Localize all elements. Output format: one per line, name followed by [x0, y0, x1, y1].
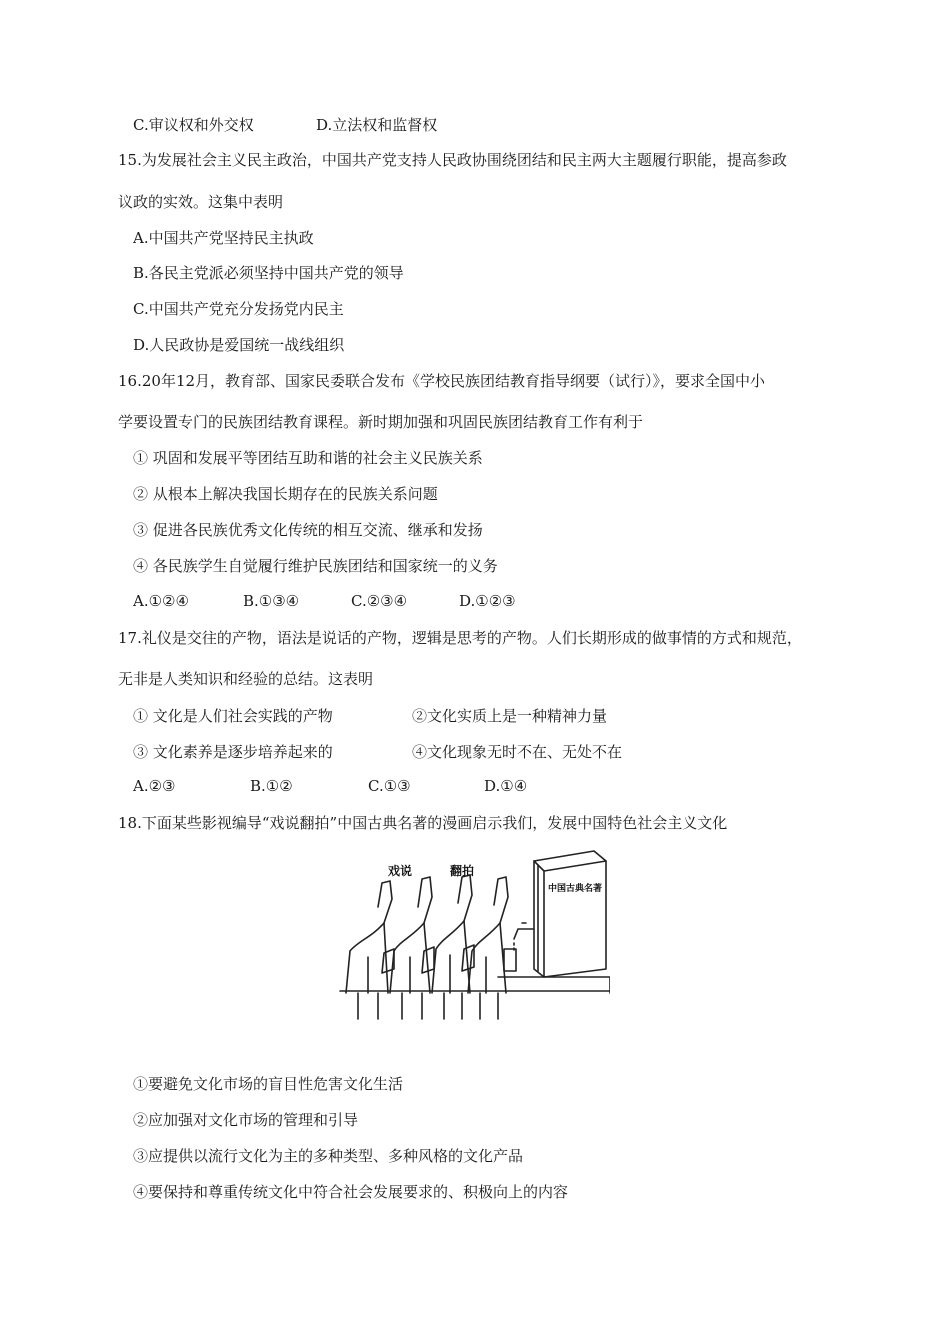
q16-stem-line2: 学要设置专门的民族团结教育课程。新时期加强和巩固民族团结教育工作有利于 [118, 413, 644, 431]
q17-item-3: ③ 文化素养是逐步培养起来的 [133, 743, 333, 761]
q17-item-1: ① 文化是人们社会实践的产物 [133, 707, 333, 725]
q16-item-3: ③ 促进各民族优秀文化传统的相互交流、继承和发扬 [133, 521, 483, 539]
q17-option-c: C.①③ [368, 777, 411, 795]
q16-item-4: ④ 各民族学生自觉履行维护民族团结和国家统一的义务 [133, 557, 498, 575]
q15-option-a: A.中国共产党坚持民主执政 [133, 229, 314, 247]
q15-option-c: C.中国共产党充分发扬党内民主 [133, 300, 344, 318]
q18-item-1: ①要避免文化市场的盲目性危害文化生活 [133, 1075, 404, 1093]
q18-item-2: ②应加强对文化市场的管理和引导 [133, 1111, 359, 1129]
q16-stem-line1: 16.20年12月，教育部、国家民委联合发布《学校民族团结教育指导纲要（试行）》，要求全国中小 [118, 372, 766, 390]
q16-option-b: B.①③④ [243, 592, 300, 610]
q15-stem-line1: 15.为发展社会主义民主政治，中国共产党支持人民政协围绕团结和民主两大主题履行职能，提高参政 [118, 151, 787, 169]
q16-item-2: ② 从根本上解决我国长期存在的民族关系问题 [133, 485, 438, 503]
q17-item-2: ②文化实质上是一种精神力量 [412, 707, 608, 725]
q17-stem-line1: 17.礼仪是交往的产物，语法是说话的产物，逻辑是思考的产物。人们长期形成的做事情的方式和规范， [118, 629, 802, 647]
q17-stem-line2: 无非是人类知识和经验的总结。这表明 [118, 670, 374, 688]
q17-option-a: A.②③ [133, 777, 176, 795]
q16-item-1: ① 巩固和发展平等团结互助和谐的社会主义民族关系 [133, 449, 483, 467]
q17-item-4: ④文化现象无时不在、无处不在 [412, 743, 623, 761]
q14-option-c: C.审议权和外交权 [133, 116, 254, 134]
q15-option-d: D.人民政协是爱国统一战线组织 [133, 336, 345, 354]
q15-option-b: B.各民主党派必须坚持中国共产党的领导 [133, 264, 404, 282]
cartoon-book-title: 中国古典名著 [548, 884, 603, 894]
q16-option-d: D.①②③ [459, 592, 516, 610]
q16-option-c: C.②③④ [351, 592, 408, 610]
cartoon-label-xishuo: 戏说 [388, 864, 413, 878]
cartoon-illustration [338, 843, 610, 1023]
q15-stem-line2: 议政的实效。这集中表明 [118, 193, 284, 211]
cartoon-label-fanpai: 翻拍 [450, 864, 475, 878]
q14-option-d: D.立法权和监督权 [316, 116, 438, 134]
q18-stem: 18.下面某些影视编导“戏说翻拍”中国古典名著的漫画启示我们，发展中国特色社会主义文化 [118, 814, 728, 832]
q16-option-a: A.①②④ [133, 592, 189, 610]
q18-item-3: ③应提供以流行文化为主的多种类型、多种风格的文化产品 [133, 1147, 524, 1165]
q17-option-b: B.①② [250, 777, 293, 795]
q17-option-d: D.①④ [484, 777, 528, 795]
q18-item-4: ④要保持和尊重传统文化中符合社会发展要求的、积极向上的内容 [133, 1183, 569, 1201]
